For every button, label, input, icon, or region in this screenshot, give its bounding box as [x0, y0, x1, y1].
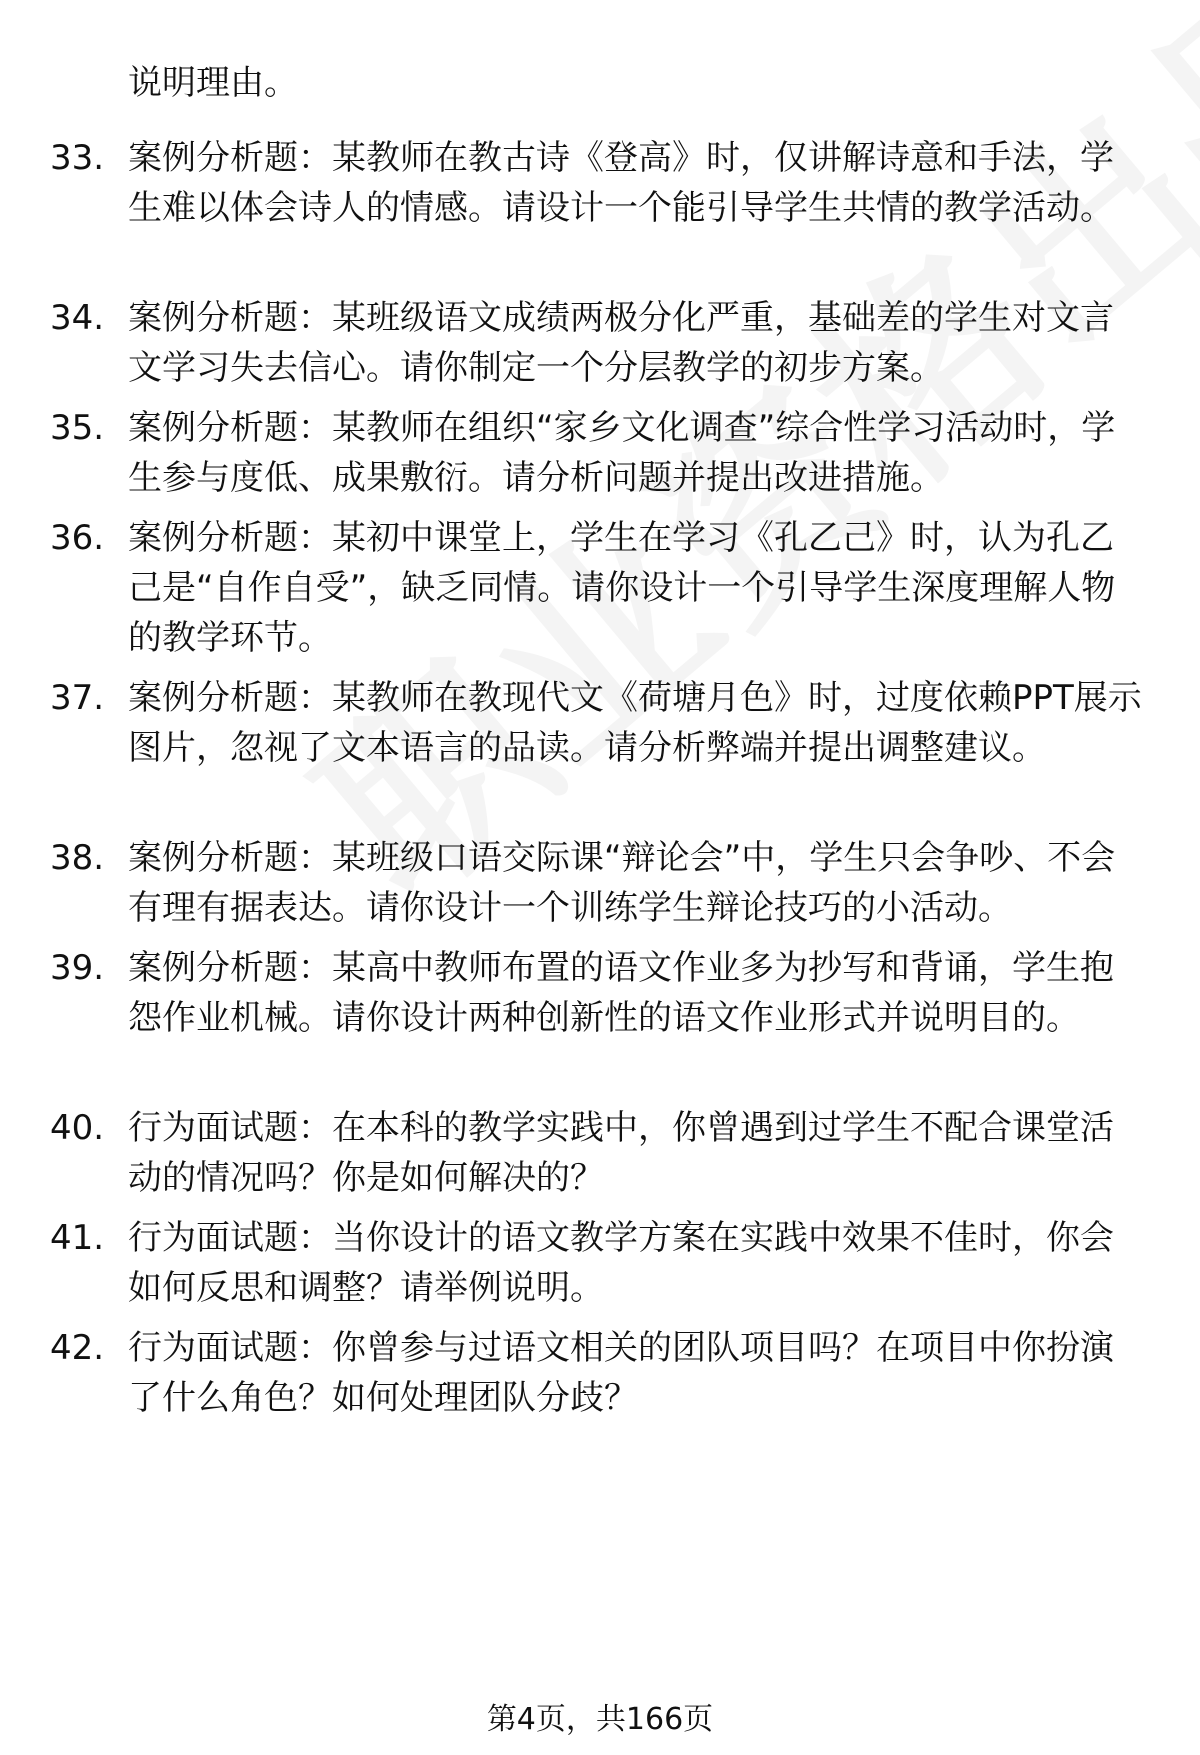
page-footer: 第4页，共166页	[486, 1702, 714, 1737]
question-text: 案例分析题：某班级口语交际课“辩论会”中，学生只会争吵、不会有理有据表达。请你设计一个训练学生辩论技巧的小活动。	[128, 838, 1116, 928]
question-number: 39.	[50, 948, 105, 988]
question-number: 36.	[50, 518, 105, 558]
question-text: 案例分析题：某教师在教古诗《登高》时，仅讲解诗意和手法，学生难以体会诗人的情感。请设计一个能引导学生共情的教学活动。	[128, 138, 1114, 228]
question-number: 41.	[50, 1218, 105, 1258]
question-number: 42.	[50, 1328, 105, 1368]
question-text: 案例分析题：某教师在教现代文《荷塘月色》时，过度依赖PPT展示图片，忽视了文本语言的品读。请分析弊端并提出调整建议。	[128, 678, 1142, 768]
question-text: 案例分析题：某班级语文成绩两极分化严重，基础差的学生对文言文学习失去信心。请你制定一个分层教学的初步方案。	[128, 298, 1114, 388]
question-text: 案例分析题：某初中课堂上，学生在学习《孔乙己》时，认为孔乙己是“自作自受”，缺乏同情。请你设计一个引导学生深度理解人物的教学环节。	[128, 518, 1116, 658]
question-text: 行为面试题：在本科的教学实践中，你曾遇到过学生不配合课堂活动的情况吗？你是如何解决的？	[128, 1108, 1114, 1198]
question-number: 33.	[50, 138, 105, 178]
question-text: 案例分析题：某高中教师布置的语文作业多为抄写和背诵，学生抱怨作业机械。请你设计两种创新性的语文作业形式并说明目的。	[128, 948, 1114, 1038]
question-number: 40.	[50, 1108, 105, 1148]
question-text: 行为面试题：你曾参与过语文相关的团队项目吗？在项目中你扮演了什么角色？如何处理团队分歧？	[128, 1328, 1114, 1418]
question-number: 38.	[50, 838, 105, 878]
question-number: 34.	[50, 298, 105, 338]
question-number: 37.	[50, 678, 105, 718]
question-number: 35.	[50, 408, 105, 448]
question-text: 行为面试题：当你设计的语文教学方案在实践中效果不佳时，你会如何反思和调整？请举例说明。	[128, 1218, 1114, 1308]
question-text: 案例分析题：某教师在组织“家乡文化调查”综合性学习活动时，学生参与度低、成果敷衍。请分析问题并提出改进措施。	[128, 408, 1116, 498]
continuation-text: 说明理由。	[128, 63, 298, 103]
